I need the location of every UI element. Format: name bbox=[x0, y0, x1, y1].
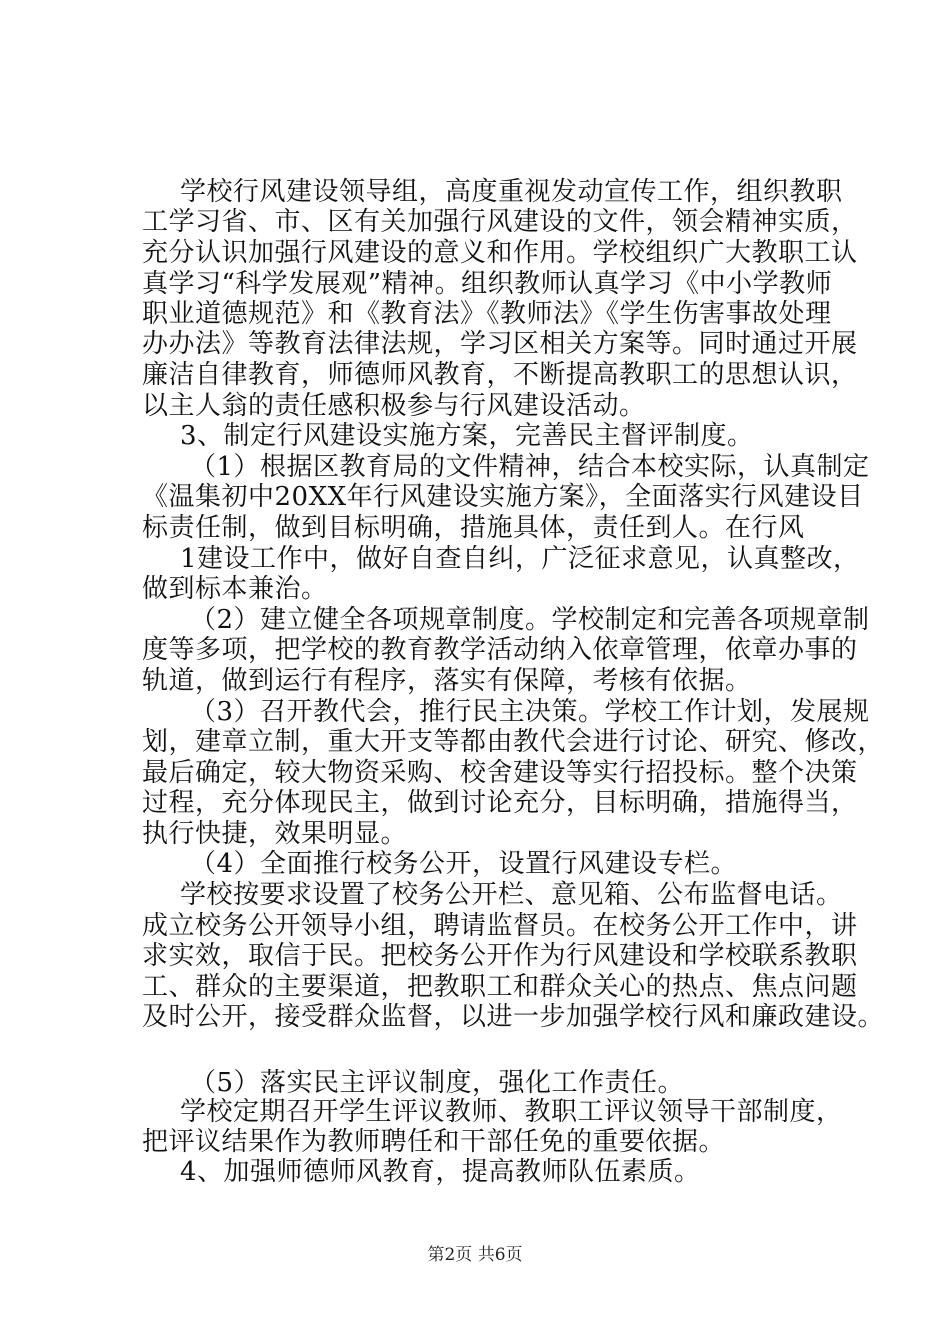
paragraph-line: 执行快捷，效果明显。 bbox=[142, 819, 408, 849]
paragraph-line: （3）召开教代会，推行民主决策。学校工作计划，发展规 bbox=[190, 697, 870, 727]
paragraph-line: 学校按要求设置了校务公开栏、意见箱、公布监督电话。 bbox=[180, 880, 843, 910]
paragraph-line: 过程，充分体现民主，做到讨论充分，目标明确，措施得当， bbox=[142, 788, 858, 818]
paragraph-line: 廉洁自律教育，师德师风教育，不断提高教职工的思想认识， bbox=[142, 360, 858, 390]
paragraph-line: 成立校务公开领导小组，聘请监督员。在校务公开工作中，讲 bbox=[142, 911, 858, 941]
paragraph-line: 办办法》等教育法律法规，学习区相关方案等。同时通过开展 bbox=[142, 329, 858, 359]
page-number-footer: 第2页 共6页 bbox=[427, 1245, 523, 1265]
paragraph-line: 充分认识加强行风建设的意义和作用。学校组织广大教职工认 bbox=[142, 238, 858, 268]
paragraph-line: 求实效，取信于民。把校务公开作为行风建设和学校联系教职 bbox=[142, 941, 858, 971]
section-heading: （5）落实民主评议制度，强化工作责任。 bbox=[190, 1068, 685, 1098]
paragraph-line: 划，建章立制，重大开支等都由教代会进行讨论、研究、修改， bbox=[142, 727, 885, 757]
paragraph-line: 及时公开，接受群众监督，以进一步加强学校行风和廉政建设。 bbox=[142, 1002, 885, 1032]
paragraph-line: 《温集初中20XX年行风建设实施方案》，全面落实行风建设目 bbox=[142, 482, 864, 512]
section-heading: （4）全面推行校务公开，设置行风建设专栏。 bbox=[190, 849, 738, 879]
paragraph-line: 真学习“科学发展观”精神。组织教师认真学习《中小学教师 bbox=[142, 269, 833, 299]
paragraph-line: 工、群众的主要渠道，把教职工和群众关心的热点、焦点问题 bbox=[142, 972, 858, 1002]
section-heading: 3、制定行风建设实施方案，完善民主督评制度。 bbox=[180, 421, 754, 451]
paragraph-line: 把评议结果作为教师聘任和干部任免的重要依据。 bbox=[142, 1127, 726, 1157]
paragraph-line: 最后确定，较大物资采购、校舍建设等实行招投标。整个决策 bbox=[142, 758, 858, 788]
paragraph-line: 做到标本兼治。 bbox=[142, 574, 328, 604]
paragraph-line: 1建设工作中，做好自查自纠，广泛征求意见，认真整改， bbox=[180, 544, 860, 574]
section-heading: 4、加强师德师风教育，提高教师队伍素质。 bbox=[180, 1157, 701, 1187]
paragraph-line: 度等多项，把学校的教育教学活动纳入依章管理，依章办事的 bbox=[142, 635, 858, 665]
paragraph-line: 轨道，做到运行有程序，落实有保障，考核有依据。 bbox=[142, 666, 752, 696]
paragraph-line: 以主人翁的责任感积极参与行风建设活动。 bbox=[142, 391, 646, 421]
paragraph-line: （1）根据区教育局的文件精神，结合本校实际，认真制定 bbox=[190, 452, 870, 482]
paragraph-line: 学校定期召开学生评议教师、教职工评议领导干部制度， bbox=[180, 1097, 843, 1127]
paragraph-line: 职业道德规范》和《教育法》《教师法》《学生伤害事故处理 bbox=[142, 299, 832, 329]
paragraph-line: 学校行风建设领导组，高度重视发动宣传工作，组织教职 bbox=[180, 177, 843, 207]
paragraph-line: （2）建立健全各项规章制度。学校制定和完善各项规章制 bbox=[190, 605, 870, 635]
paragraph-line: 标责任制，做到目标明确，措施具体，责任到人。在行风 bbox=[142, 513, 805, 543]
paragraph-line: 工学习省、市、区有关加强行风建设的文件，领会精神实质， bbox=[142, 207, 858, 237]
